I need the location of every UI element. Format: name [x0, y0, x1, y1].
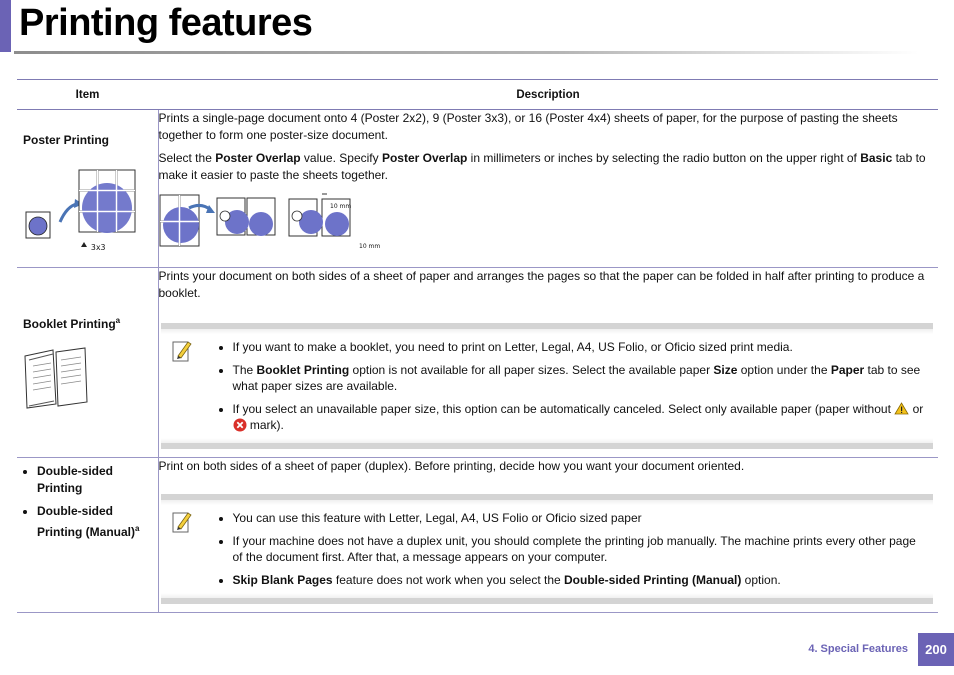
duplex-desc: Print on both sides of a sheet of paper (duplex). Before printing, decide how you want your document oriented. [158, 459, 745, 473]
duplex-items [17, 463, 158, 541]
error-icon [233, 418, 247, 432]
booklet-note-3 [233, 401, 930, 433]
booklet-note-2 [233, 362, 930, 394]
text: If you select an unavailable paper size, this option can be automatically canceled. Select only available paper (paper without [232, 402, 895, 416]
text: Size [713, 363, 738, 377]
item-cell-booklet [17, 268, 158, 458]
text: The [232, 363, 257, 377]
text: Poster Overlap [381, 151, 468, 165]
text: tab to see what paper sizes are available. [232, 363, 921, 393]
item-cell-poster [17, 110, 158, 268]
text: mark). [246, 418, 284, 432]
poster-desc-1: Prints a single-page document onto 4 (Poster 2x2), 9 (Poster 3x3), or 16 (Poster 4x4) sheets of paper, for the purpose of pasting the sheets together to form one poster-size document. [158, 111, 898, 142]
text: Poster Overlap [215, 151, 301, 165]
header-item: Item [17, 80, 158, 110]
text: Booklet Printing [256, 363, 350, 377]
text: Select the [158, 151, 216, 165]
poster-overlap-illustration-icon [159, 192, 389, 250]
poster-printing-label: Poster Printing [23, 133, 110, 147]
text: Double-sided Printing (Manual) [37, 504, 135, 539]
text: option. [741, 573, 781, 587]
poster-caption: 3x3 [91, 243, 106, 252]
text: Double-sided Printing (Manual) [564, 573, 742, 587]
duplex-item-1: • Double-sided Printing [37, 463, 158, 497]
poster-desc-2 [159, 150, 939, 184]
text: value. Specify [300, 151, 382, 165]
note-pencil-icon [171, 339, 193, 363]
text: Basic [860, 151, 893, 165]
table-row-duplex [17, 458, 938, 613]
page-title: Printing features [19, 2, 313, 44]
desc-cell-booklet [158, 268, 938, 458]
features-table [17, 79, 938, 613]
note-pencil-icon [171, 510, 193, 534]
booklet-note-1: • If you want to make a booklet, you need to print on Letter, Legal, A4, US Folio, or Oficio sized print media. [233, 339, 930, 355]
duplex-note-3 [233, 572, 930, 588]
overlap-label-top: 10 mm [330, 203, 352, 210]
footnote-marker: a [135, 524, 140, 533]
table-row-booklet [17, 268, 938, 458]
page-number: 200 [918, 633, 954, 666]
booklet-icon [23, 346, 89, 410]
warning-icon [894, 402, 909, 415]
booklet-note [161, 323, 934, 449]
duplex-note-2: • If your machine does not have a duplex unit, you should complete the printing job manually. The machine prints every other page of the document first. After that, a message appears on your computer. [233, 533, 930, 565]
header-description: Description [158, 80, 938, 110]
desc-cell-duplex [158, 458, 938, 613]
text: feature does not work when you select the [332, 573, 565, 587]
duplex-note-1: • You can use this feature with Letter, Legal, A4, US Folio or Oficio sized paper [233, 510, 930, 526]
text: tab to make it easier to paste the sheets together. [158, 151, 926, 182]
item-cell-duplex [17, 458, 158, 613]
text: option is not available for all paper sizes. Select the available paper [349, 363, 714, 377]
overlap-label-right: 10 mm [359, 243, 381, 250]
text: or [909, 402, 924, 416]
booklet-desc: Prints your document on both sides of a sheet of paper and arranges the pages so that the paper can be folded in half after printing to produce a booklet. [158, 269, 925, 300]
duplex-note [161, 494, 934, 604]
table-header-row [17, 80, 938, 110]
poster-illustration-icon [23, 166, 153, 252]
booklet-printing-label [23, 316, 120, 331]
text: Skip Blank Pages [232, 573, 333, 587]
text: Paper [830, 363, 865, 377]
table-row-poster [17, 110, 938, 268]
text: option under the [737, 363, 831, 377]
footer-section: 4. Special Features [808, 643, 908, 655]
title-rule [14, 51, 919, 54]
text: Booklet Printing [23, 317, 116, 331]
text: in millimeters or inches by selecting the radio button on the upper right of [467, 151, 861, 165]
duplex-item-2 [37, 503, 158, 541]
footnote-marker: a [115, 316, 121, 325]
desc-cell-poster [158, 110, 938, 268]
accent-bar [0, 0, 11, 52]
